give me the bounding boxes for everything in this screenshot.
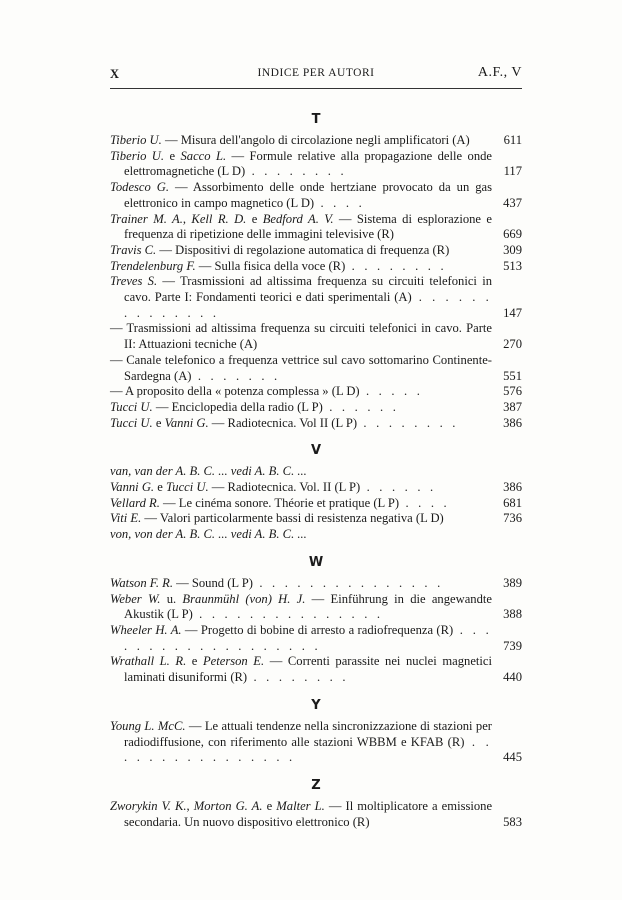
index-entry: Wheeler H. A. — Progetto di bobine di arresto a radiofrequenza (R) . . . . . . . . . . . . . . . . . . . 739 — [110, 622, 522, 653]
page-ref: 117 — [503, 164, 522, 179]
index-entry: Tucci U. — Enciclopedia della radio (L P) . . . . . . 387 — [110, 399, 522, 414]
page-number-roman: X — [110, 67, 120, 81]
page-ref: 681 — [503, 495, 522, 510]
page-ref: 440 — [503, 670, 522, 685]
header-rule — [110, 88, 522, 89]
page-ref: 147 — [503, 305, 522, 320]
index-entry: Wrathall L. R. e Peterson E. — Correnti parassite nei nuclei magnetici laminati disuniformi (R) . . . . . . . . 440 — [110, 654, 522, 685]
index-entry: Treves S. — Trasmissioni ad altissima frequenza su circuiti telefonici in cavo. Parte I: Fondamenti teorici e dati sperimentali (A) . . . . . . . . . . . . . . 147 — [110, 274, 522, 320]
index-entry: Watson F. R. — Sound (L P) . . . . . . . . . . . . . . . 389 — [110, 575, 522, 590]
page-ref: 270 — [503, 337, 522, 352]
author-index — [110, 107, 522, 830]
page-ref: 739 — [503, 638, 522, 653]
index-entry: Young L. McC. — Le attuali tendenze nella sincronizzazione di stazioni per radiodiffusione, con riferimento alle stazioni WBBM e KFAB (R) . . . . . . . . . . . . . . . . 445 — [110, 718, 522, 765]
index-entry: — Canale telefonico a frequenza vettrice sul cavo sottomarino Continente-Sardegna (A) . . . . . . . 551 — [110, 352, 522, 383]
section-letter-t: T — [311, 112, 321, 127]
index-entry: von, von der A. B. C. ... vedi A. B. C. ... — [110, 527, 307, 542]
index-entry: Weber W. u. Braunmühl (von) H. J. — Einführung in die angewandte Akustik (L P) . . . . . . . . . . . . . . . 388 — [110, 591, 522, 622]
page-ref: 513 — [503, 258, 522, 273]
page-ref: 386 — [503, 415, 522, 430]
page-ref: 445 — [503, 750, 522, 765]
page-ref: 583 — [503, 814, 522, 829]
index-entry: Trendelenburg F. — Sulla fisica della voce (R) . . . . . . . . 513 — [110, 258, 522, 273]
index-entry: Zworykin V. K., Morton G. A. e Malter L. — Il moltiplicatore a emissione secondaria. Un nuovo dispositivo elettronico (R) 583 — [110, 798, 522, 829]
page-ref: 611 — [503, 133, 522, 147]
section-letter-z: Z — [311, 777, 321, 793]
page-ref: 388 — [503, 607, 522, 622]
page-ref: 576 — [503, 384, 522, 399]
page-ref: 669 — [503, 227, 522, 242]
index-entry: Travis C. — Dispositivi di regolazione automatica di frequenza (R) 309 — [110, 242, 522, 257]
page-ref: 387 — [503, 399, 522, 414]
index-entry: Vanni G. e Tucci U. — Radiotecnica. Vol. II (L P) . . . . . . 386 — [110, 480, 522, 495]
page-ref: 386 — [503, 480, 522, 495]
page-ref: 309 — [503, 242, 522, 257]
index-entry: Vellard R. — Le cinéma sonore. Théorie et pratique (L P) . . . . 681 — [110, 495, 522, 510]
index-entry: van, van der A. B. C. ... vedi A. B. C. ... — [110, 464, 307, 479]
index-entry: Todesco G. — Assorbimento delle onde hertziane provocato da un gas elettronico in campo magnetico (L D) . . . . 437 — [110, 180, 522, 210]
header-title: INDICE PER AUTORI — [257, 67, 375, 79]
index-entry: Tiberio U. e Sacco L. — Formule relative alla propagazione delle onde elettromagnetiche (L D) . . . . . . . . 117 — [110, 148, 522, 179]
section-letter-w: W — [308, 554, 324, 570]
index-entry: Trainer M. A., Kell R. D. e Bedford A. V. — Sistema di esplorazione e frequenza di ripetizione delle immagini televisive (R) 669 — [110, 211, 522, 242]
page-ref: 437 — [503, 195, 522, 210]
header-volume: A.F., V — [477, 65, 522, 80]
index-entry: Tucci U. e Vanni G. — Radiotecnica. Vol II (L P) . . . . . . . . 386 — [110, 415, 522, 430]
index-entry: Tiberio U. — Misura dell'angolo di circolazione negli amplificatori (A) 611 — [110, 133, 522, 147]
index-entry: Viti E. — Valori particolarmente bassi di resistenza negativa (L D) 736 — [110, 511, 522, 526]
section-letter-y: Y — [311, 697, 321, 713]
index-entry: — A proposito della « potenza complessa » (L D) . . . . . 576 — [110, 384, 522, 399]
page-ref: 389 — [503, 575, 522, 590]
section-letter-v: V — [310, 443, 322, 459]
page-ref: 551 — [503, 368, 522, 383]
index-entry: — Trasmissioni ad altissima frequenza su circuiti telefonici in cavo. Parte II: Attuazioni tecniche (A) 270 — [110, 321, 522, 352]
page-ref: 736 — [503, 511, 522, 526]
